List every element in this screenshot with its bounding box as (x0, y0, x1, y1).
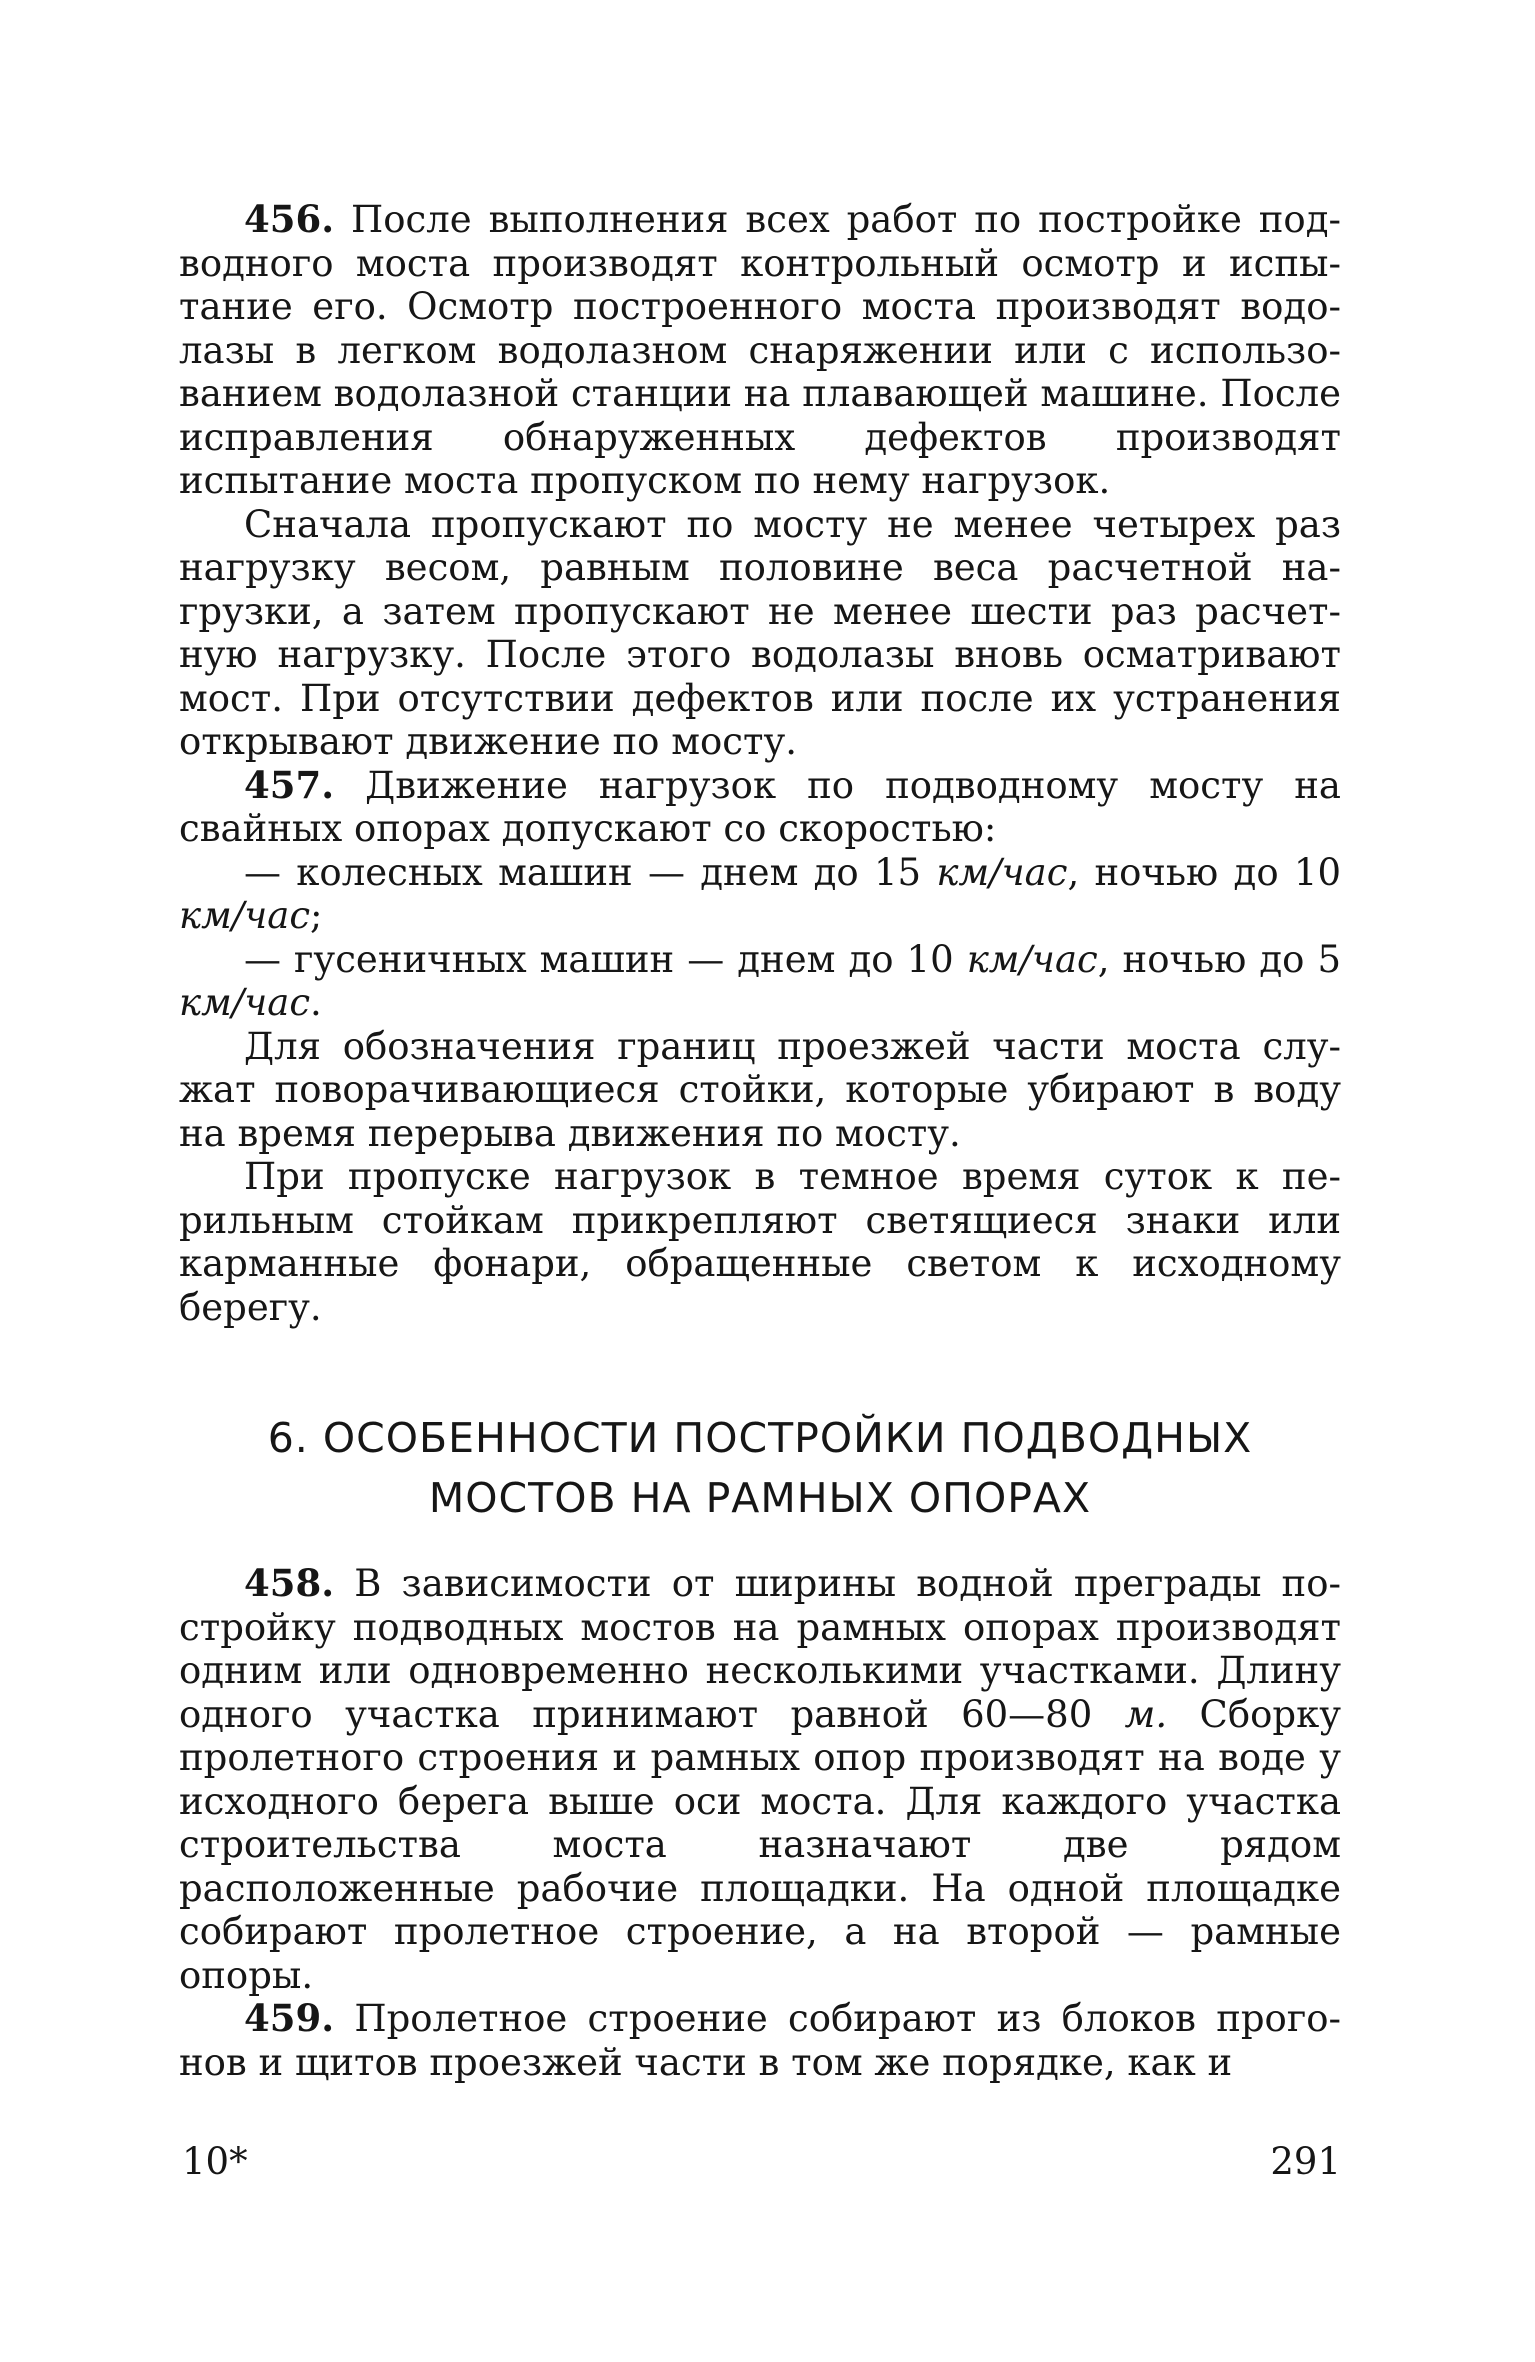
paragraph-number: 459. (244, 1996, 335, 2040)
paragraph-459 (179, 1997, 1341, 2084)
paragraph-456 (179, 198, 1341, 503)
signature-mark: 10* (182, 2140, 248, 2183)
body-text-top (179, 198, 1341, 1329)
speed-item-wheeled (179, 851, 1341, 938)
paragraph-text: Движение нагрузок по подводному мосту на свайных опорах допускают со скоростью: (179, 763, 1341, 850)
speed-item-text: ; (310, 894, 323, 937)
paragraph-text: Пролетное строение собирают из блоков прогонов и щитов проезжей части в том же порядке, как и (179, 1997, 1341, 2084)
section-heading-line-1: 6. ОСОБЕННОСТИ ПОСТРОЙКИ ПОДВОДНЫХ (267, 1414, 1253, 1462)
paragraph-text: Для обозначения границ проезжей части моста служат поворачивающиеся стойки, которые убирают в воду на время перерыва движения по мосту. (179, 1024, 1341, 1155)
paragraph-text: При пропуске нагрузок в темное время суток к перильным стойкам прикрепляют светящиеся знаки или карманные фонари, обращенные светом к исходному берегу. (179, 1155, 1341, 1329)
speed-item-text: — гусеничных машин — днем до 10 (244, 937, 967, 981)
speed-unit: км/час (936, 850, 1068, 894)
paragraph-night-crossing (179, 1155, 1341, 1329)
speed-unit: км/час (179, 894, 311, 937)
paragraph-text: После выполнения всех работ по постройке подводного моста производят контрольный осмотр и испытание его. Осмотр построенного моста производят водолазы в легком водолазном снаряжении или с использованием водолазной станции на плавающей машине. После исправления обнаруженных дефектов производят испытание моста пропуском по нему нагрузок. (179, 198, 1341, 502)
section-heading (179, 1408, 1341, 1528)
speed-item-text: , ночью до 5 (1097, 937, 1341, 981)
paragraph-number: 457. (244, 762, 335, 807)
length-unit: м. (1124, 1692, 1168, 1736)
speed-item-text: . (310, 981, 322, 1024)
speed-unit: км/час (179, 981, 311, 1024)
paragraph-text: В зависимости от ширины водной преграды постройку подводных мостов на рамных опорах производят одним или одновременно несколькими участками. Длину одного участка принимают равной 60—80 (179, 1562, 1341, 1736)
body-text-bottom (179, 1562, 1341, 2084)
paragraph-number: 458. (244, 1561, 335, 1605)
speed-item-text: — колесных машин — днем до 15 (244, 850, 937, 894)
paragraph-lane-markers (179, 1025, 1341, 1156)
paragraph-text: Сначала пропускают по мосту не менее четырех раз нагрузку весом, равным половине веса расчетной нагрузки, а затем пропускают не менее шести раз расчетную нагрузку. После этого водолазы вновь осматривают мост. При отсутствии дефектов или после их устранения открывают движение по мосту. (179, 502, 1341, 763)
paragraph-text: Сборку пролетного строения и рамных опор производят на воде у исходного берега выше оси моста. Для каждого участка строительства моста назначают две рядом расположенные рабочие площадки. На одной площадке собирают пролетное строение, а на второй — рамные опоры. (179, 1692, 1341, 1997)
paragraph-458 (179, 1562, 1341, 1997)
paragraph-456-continued (179, 503, 1341, 764)
speed-item-tracked (179, 938, 1341, 1025)
speed-item-text: , ночью до 10 (1067, 850, 1341, 894)
paragraph-457 (179, 764, 1341, 851)
speed-unit: км/час (966, 937, 1098, 981)
section-heading-line-2: МОСТОВ НА РАМНЫХ ОПОРАХ (428, 1474, 1092, 1522)
paragraph-number: 456. (244, 197, 335, 241)
page-number: 291 (1270, 2140, 1341, 2183)
